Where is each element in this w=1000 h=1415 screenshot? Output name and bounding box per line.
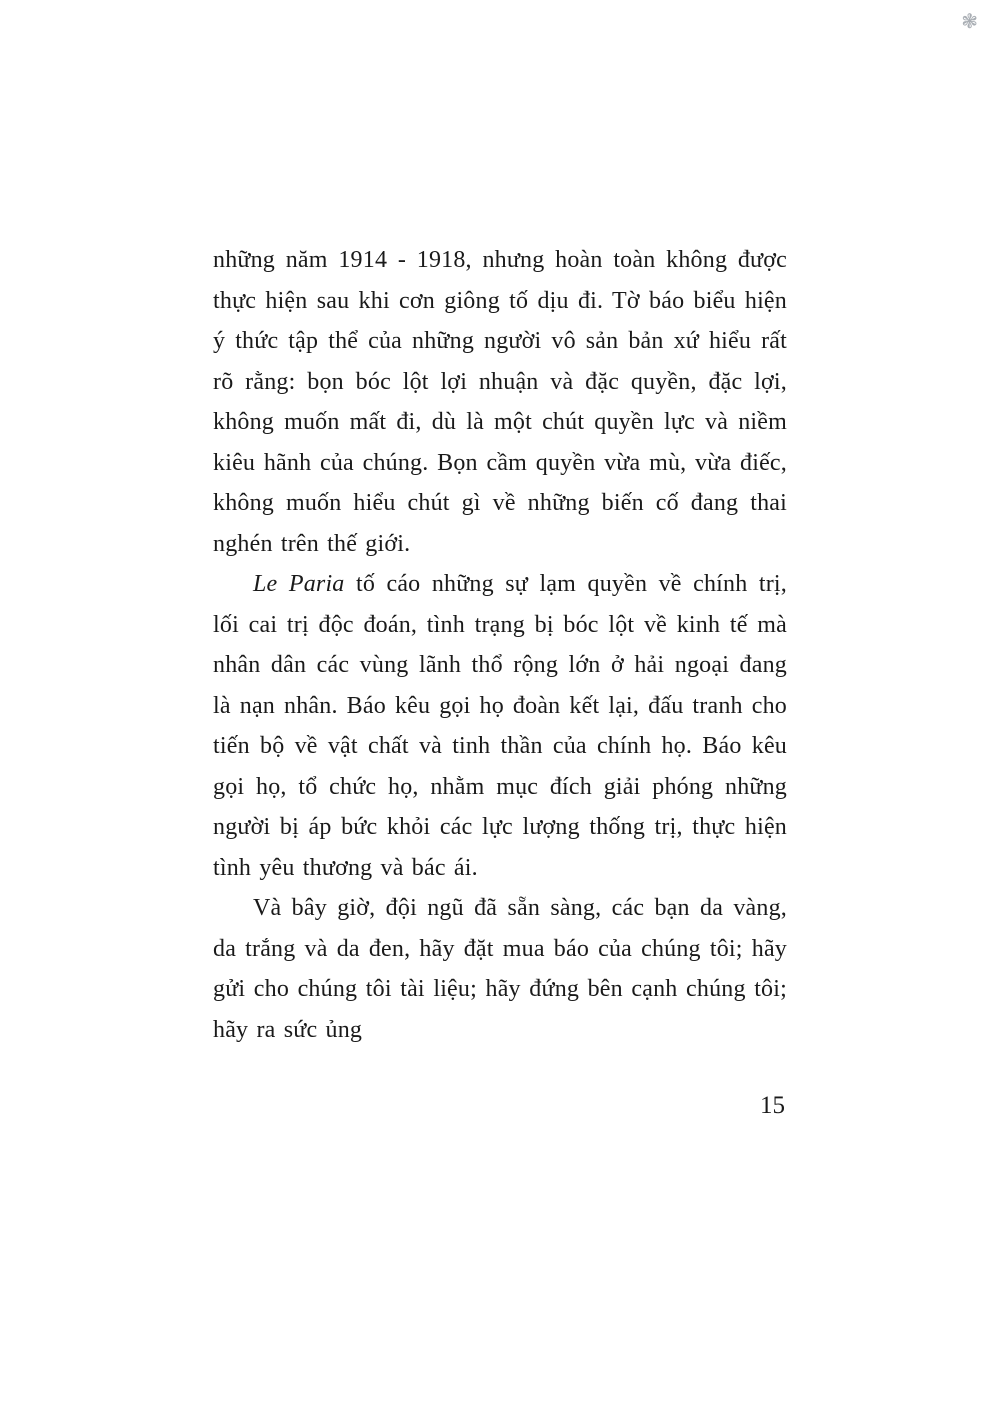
paragraph-2 (213, 564, 787, 888)
paragraph-1: những năm 1914 - 1918, nhưng hoàn toàn không được thực hiện sau khi cơn giông tố dịu đi. Tờ báo biểu hiện ý thức tập thể của những người vô sản bản xứ hiểu rất rõ rằng: bọn bóc lột lợi nhuận và đặc quyền, đặc lợi, không muốn mất đi, dù là một chút quyền lực và niềm kiêu hãnh của chúng. Bọn cầm quyền vừa mù, vừa điếc, không muốn hiểu chút gì về những biến cố đang thai nghén trên thế giới. (213, 247, 787, 557)
page-text-block (213, 240, 787, 1120)
paragraph-2-body: tố cáo những sự lạm quyền về chính trị, lối cai trị độc đoán, tình trạng bị bóc lột về kinh tế mà nhân dân các vùng lãnh thổ rộng lớn ở hải ngoại đang là nạn nhân. Báo kêu gọi họ đoàn kết lại, đấu tranh cho tiến bộ về vật chất và tinh thần của chính họ. Báo kêu gọi họ, tổ chức họ, nhằm mục đích giải phóng những người bị áp bức khỏi các lực lượng thống trị, thực hiện tình yêu thương và bác ái. (213, 571, 787, 881)
paragraph-2-italic-title: Le Paria (253, 571, 345, 597)
paragraph-3: Và bây giờ, đội ngũ đã sẵn sàng, các bạn da vàng, da trắng và da đen, hãy đặt mua báo của chúng tôi; hãy gửi cho chúng tôi tài liệu; hãy đứng bên cạnh chúng tôi; hãy ra sức ủng (213, 895, 787, 1043)
flower-ornament-icon: ❃ (961, 11, 978, 33)
page-number: 15 (760, 1092, 785, 1119)
